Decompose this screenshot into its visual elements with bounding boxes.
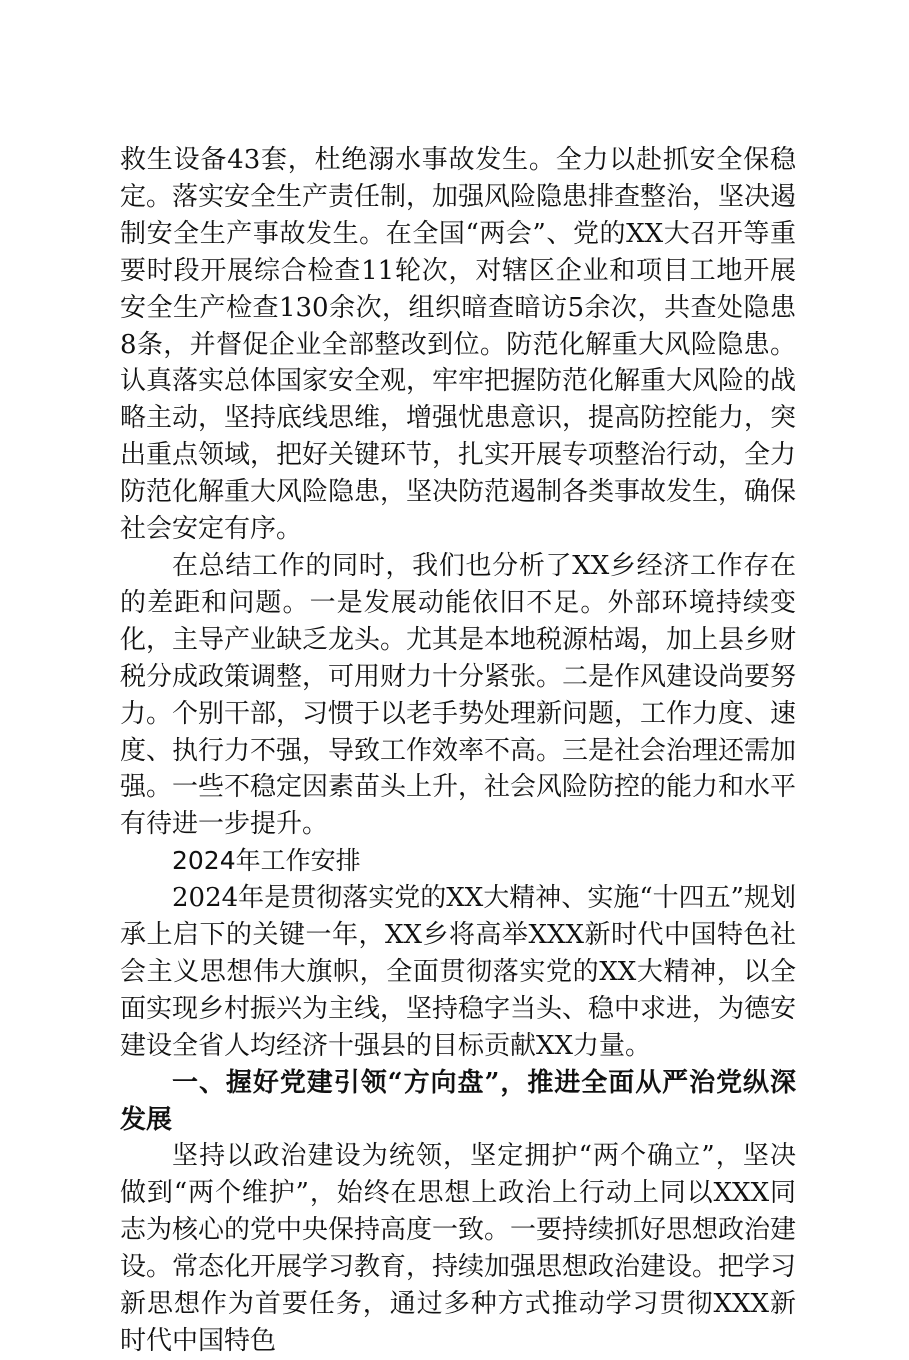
section-heading-party-building: 一、握好党建引领“方向盘”，推进全面从严治党纵深发展 — [120, 1067, 796, 1135]
section-heading-2024-plan: 2024年工作安排 — [172, 846, 361, 876]
paragraph-safety: 救生设备43套，杜绝溺水事故发生。全力以赴抓安全保稳定。落实安全生产责任制，加强风险隐患排查整治，坚决遏制安全生产事故发生。在全国“两会”、党的XX大召开等重要时段开展综合检查11轮次，对辖区企业和项目工地开展安全生产检查130余次，组织暗查暗访5余次，共查处隐患8条，并督促企业全部整改到位。防范化解重大风险隐患。认真落实总体国家安全观，牢牢把握防范化解重大风险的战略主动，坚持底线思维，增强忧患意识，提高防控能力，突出重点领域，把好关键环节，扎实开展专项整治行动，全力防范化解重大风险隐患，坚决防范遏制各类事故发生，确保社会安定有序。 — [120, 145, 797, 545]
paragraph-2024-overview: 2024年是贯彻落实党的XX大精神、实施“十四五”规划承上启下的关键一年，XX乡将高举XXX新时代中国特色社会主义思想伟大旗帜，全面贯彻落实党的XX大精神，以全面实现乡村振兴为主线，坚持稳字当头、稳中求进，为德安建设全省人均经济十强县的目标贡献XX力量。 — [120, 883, 797, 1061]
paragraph-problems: 在总结工作的同时，我们也分析了XX乡经济工作存在的差距和问题。一是发展动能依旧不足。外部环境持续变化，主导产业缺乏龙头。尤其是本地税源枯竭，加上县乡财税分成政策调整，可用财力十分紧张。二是作风建设尚要努力。个别干部，习惯于以老手势处理新问题，工作力度、速度、执行力不强，导致工作效率不高。三是社会治理还需加强。一些不稳定因素苗头上升，社会风险防控的能力和水平有待进一步提升。 — [120, 550, 797, 840]
paragraph-political-building: 坚持以政治建设为统领，坚定拥护“两个确立”，坚决做到“两个维护”，始终在思想上政治上行动上同以XXX同志为核心的党中央保持高度一致。一要持续抓好思想政治建设。常态化开展学习教育，持续加强思想政治建设。把学习新思想作为首要任务，通过多种方式推动学习贯彻XXX新时代中国特色 — [120, 1141, 797, 1356]
document-body — [120, 142, 796, 1360]
